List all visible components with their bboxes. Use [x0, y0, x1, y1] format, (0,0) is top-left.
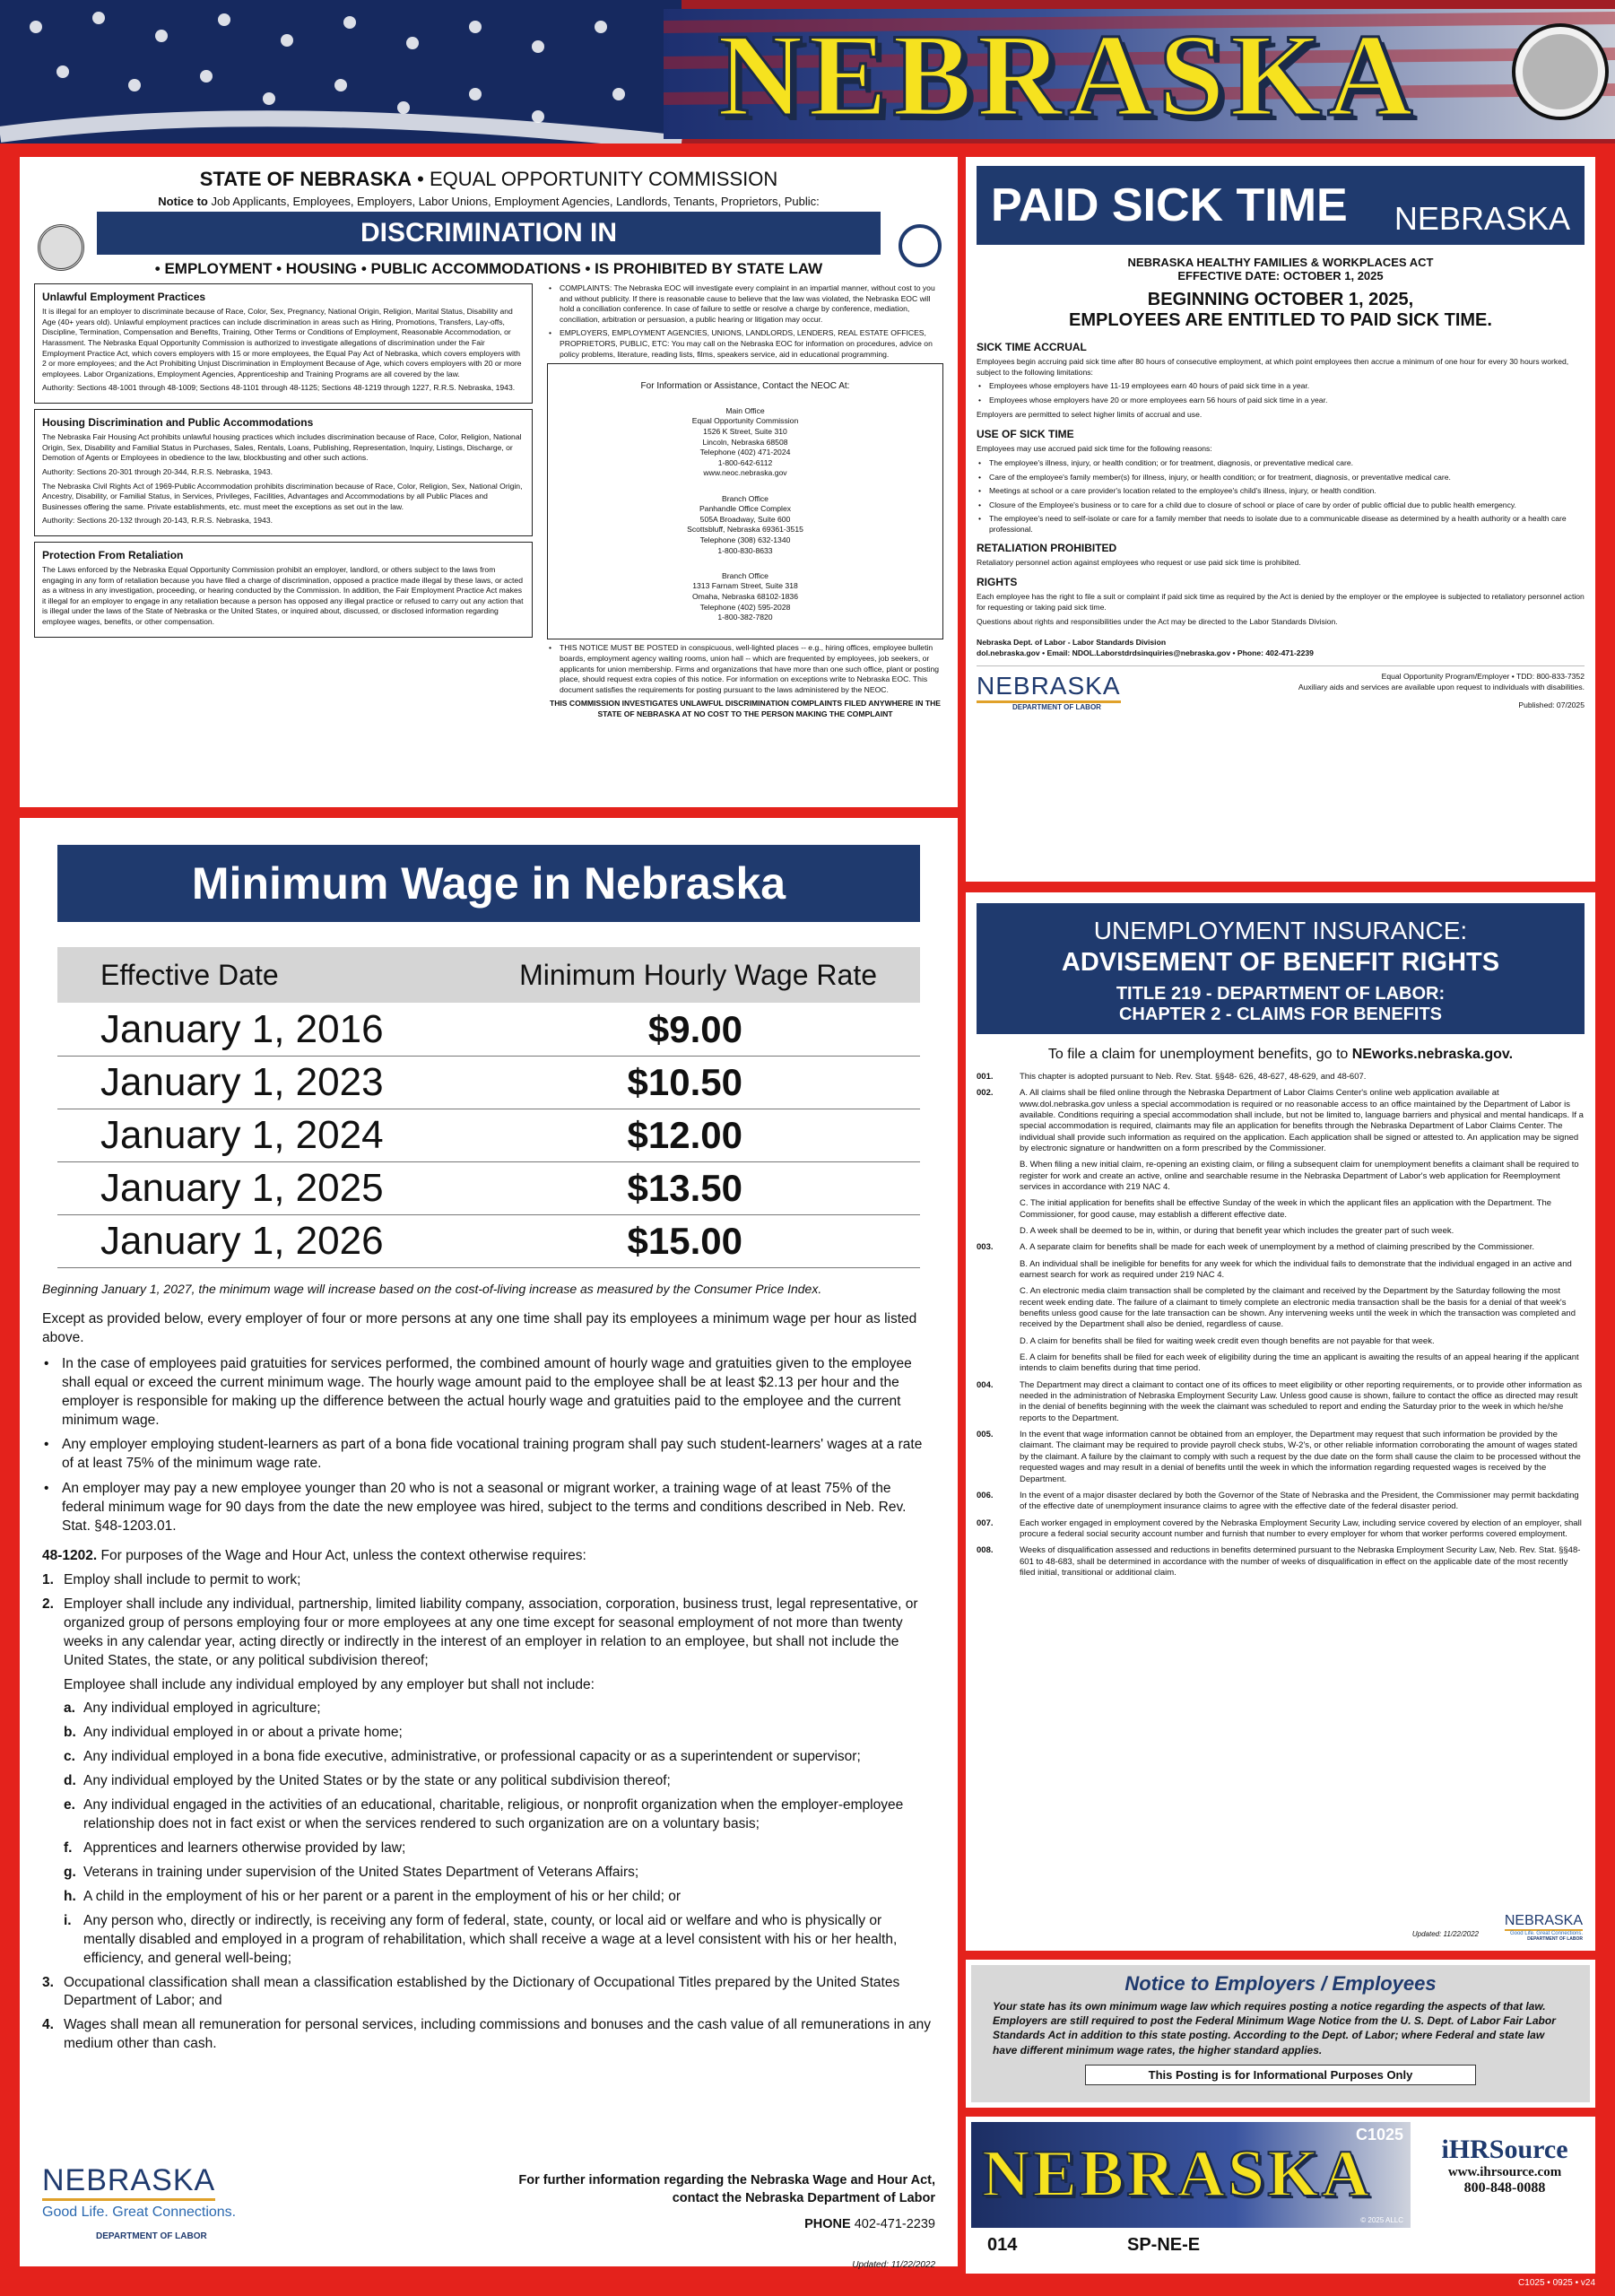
pst-accrual-list	[977, 381, 1585, 405]
mw-cpi-note: Beginning January 1, 2027, the minimum wage will increase based on the cost-of-living increase as measured by the Consumer Price Index.	[42, 1282, 822, 1296]
pst-title-bar	[977, 166, 1585, 245]
eoc-seal-icon	[899, 224, 942, 267]
item-number: 003.	[977, 1242, 994, 1253]
eoc-notice-line	[34, 195, 943, 208]
list-item	[64, 1839, 935, 1858]
item-text: Any person who, directly or indirectly, is receiving any form of federal, state, county, or local aid or welfare and who is physically or mentally disabled and employed in a program of rehabilitation, which shall receive a wage at a level consistent with his or her health, efficiency, and general well-being;	[83, 1912, 898, 1966]
list-item	[977, 1226, 1585, 1237]
pst-accrual-title: SICK TIME ACCRUAL	[977, 341, 1087, 353]
eoc-section-housing	[34, 409, 533, 536]
eoc-s1-auth: Authority: Sections 48-1001 through 48-1009; Sections 48-1101 through 48-1125; Sections 48-1219 through 1227, R.R.S. Nebraska, 1943.	[42, 383, 516, 393]
wage-col-date: Effective Date	[100, 958, 279, 991]
wage-date: January 1, 2023	[100, 1060, 384, 1104]
pst-rights-questions: Questions about rights and responsibilities under the Act may be directed to the Labor Standards Division.	[977, 616, 1338, 626]
item-text: Veterans in training under supervision of the United States Department of Veterans Affairs;	[83, 1864, 639, 1880]
ui-file-pre: To file a claim for unemployment benefits, go to	[1047, 1046, 1352, 1062]
unemployment-panel	[966, 892, 1595, 1951]
list-item	[977, 1088, 1585, 1154]
list-item	[64, 1724, 935, 1743]
item-text: A. All claims shall be filed online through the Nebraska Department of Labor Claims Center's online web application available at www.dol.nebraska.gov unless a special accommodation is required or no reasonable access to an office maintained by the Department of Labor is available. Conditions requiring a special accommodation shall include, but not be limited to, language barriers and physical and mental handicaps. If a special accommodation is required, claimants may file an application for benefits through the Nebraska Department of Labor Claims Center. The individual shall provide such information as required on the application. Each application shall be signed or attested to. An application may be signed by electronic signature or handwritten on a form prescribed by the Commissioner.	[1020, 1088, 1584, 1153]
wage-rate: $15.00	[627, 1220, 742, 1262]
list-item	[64, 1888, 935, 1907]
mw-def-1: 1. Employ shall include to permit to work;	[42, 1571, 935, 1590]
item-text: This chapter is adopted pursuant to Neb. Rev. Stat. §§48- 626, 48-627, 48-629, and 48-607.	[1020, 1071, 1367, 1082]
footer-copyright: © 2025 ALLC	[1360, 2216, 1403, 2224]
ui-title-4: CHAPTER 2 - CLAIMS FOR BENEFITS	[1118, 1004, 1442, 1024]
notice-info-box: This Posting is for Informational Purposes Only	[1085, 2065, 1477, 2085]
item-number: 005.	[977, 1430, 994, 1440]
ui-items	[977, 1072, 1585, 1578]
list-item	[64, 1796, 935, 1834]
mw-intro: Except as provided below, every employer of four or more persons at any one time shall pay its employees a minimum wage per hour as listed above.	[42, 1310, 917, 1345]
state-seal-icon	[38, 224, 84, 271]
item-number: 002.	[977, 1088, 994, 1099]
paid-sick-time-panel	[966, 157, 1595, 882]
mw-info-line2: contact the Nebraska Department of Labor	[672, 2190, 935, 2205]
ndol-logo-tagline: Good Life. Great Connections.	[42, 2205, 237, 2220]
ui-title-2: ADVISEMENT OF BENEFIT RIGHTS	[1061, 947, 1500, 977]
list-item: • Care of the employee's family member(s) for illness, injury, or health condition; or for treatment, diagnosis, or preventative medical care.	[977, 473, 1585, 483]
pst-use-list	[977, 458, 1585, 535]
item-letter: b.	[64, 1725, 76, 1741]
table-row	[57, 1214, 920, 1267]
footer-banner	[971, 2122, 1411, 2228]
item-number	[977, 1259, 1020, 1282]
pst-eo-block	[1298, 672, 1585, 711]
footer-code: C1025	[1355, 2126, 1403, 2144]
eoc-subbanner: • EMPLOYMENT • HOUSING • PUBLIC ACCOMMODATIONS • IS PROHIBITED BY STATE LAW	[154, 260, 823, 277]
mw-def-4: 4. Wages shall mean all remuneration for personal services, including commissions and bonuses and the cash value of all remunerations in any medium other than cash.	[42, 2016, 935, 2054]
eoc-agency-line	[34, 168, 943, 191]
wage-date: January 1, 2026	[100, 1219, 384, 1263]
list-item	[64, 1912, 935, 1969]
item-text: A child in the employment of his or her parent or a parent in the employment of his or her child; or	[83, 1888, 681, 1904]
pst-accrual-body: Employees begin accruing paid sick time after 80 hours of consecutive employment, at which point employees then accrue a minimum of one hour for every 30 hours worked, subject to the following limitations:	[977, 357, 1569, 377]
ui-title-1: UNEMPLOYMENT INSURANCE:	[1093, 917, 1468, 944]
ihrsource-logo	[1420, 2135, 1590, 2196]
item-number: 001.	[977, 1071, 994, 1082]
eoc-s2-body2: The Nebraska Civil Rights Act of 1969-Public Accommodation prohibits discrimination because of Race, Color, Religion, Sex, National Origin, Ancestry, Disability, or Familial Status, in Services, Privileges, Facilities, Advantages and Accommodations by all Public Places and Businesses offering the same. Private establishments, etc. must meet the exceptions as set out in the law.	[42, 481, 523, 511]
pst-act: NEBRASKA HEALTHY FAMILIES & WORKPLACES ACT	[1127, 256, 1434, 269]
eoc-employers-text: • EMPLOYERS, EMPLOYMENT AGENCIES, UNIONS, LANDLORDS, LENDERS, REAL ESTATE OFFICES, PROPRIETORS, PUBLIC, ETC: You may call on the Nebraska EOC for information on procedures, advice on policy problems, literature, reading lists, films, speakers service, aid in educational programming.	[547, 328, 943, 360]
ui-title-bar	[977, 903, 1585, 1034]
mw-title-bar: Minimum Wage in Nebraska	[57, 845, 920, 922]
item-number: 006.	[977, 1490, 994, 1500]
eoc-contact-head: For Information or Assistance, Contact the NEOC At:	[640, 380, 850, 391]
wage-rate: $9.00	[647, 1007, 742, 1050]
list-item	[977, 1072, 1585, 1083]
list-item	[977, 1286, 1585, 1330]
footer-sku: SP-NE-E	[1127, 2235, 1201, 2255]
list-item	[977, 1545, 1585, 1578]
eoc-banner: DISCRIMINATION IN	[97, 212, 881, 255]
pst-eo-line2: Auxiliary aids and services are available upon request to individuals with disabilities.	[1298, 683, 1585, 692]
minimum-wage-panel	[20, 818, 958, 2270]
def-text: Employ shall include to permit to work;	[64, 1571, 301, 1587]
pst-headline-2: EMPLOYEES ARE ENTITLED TO PAID SICK TIME.	[1069, 310, 1492, 330]
eoc-state: STATE OF NEBRASKA	[199, 168, 412, 190]
list-item	[977, 1336, 1585, 1347]
pst-footer	[977, 665, 1585, 711]
item-number	[977, 1198, 1020, 1221]
list-item: • Employees whose employers have 20 or more employees earn 56 hours of paid sick time in a year.	[977, 396, 1585, 406]
pst-retaliation-title: RETALIATION PROHIBITED	[977, 541, 1117, 554]
item-text: Weeks of disqualification assessed and reductions in benefits determined pursuant to the Nebraska Employment Security Law, Neb. Rev. Stat. §§48-601 to 48-683, shall be determined in accordance with the number of weeks of disqualification in effect on the applicable date of the most recently filed initial, transitional or additional claim.	[1020, 1545, 1581, 1578]
list-item	[977, 1491, 1585, 1513]
wage-col-rate: Minimum Hourly Wage Rate	[519, 958, 877, 991]
wage-date: January 1, 2024	[100, 1113, 384, 1157]
item-number	[977, 1160, 1020, 1193]
eoc-notice-text: Job Applicants, Employees, Employers, Labor Unions, Employment Agencies, Landlords, Tenants, Proprietors, Public:	[207, 195, 820, 208]
office-name: Branch Office	[722, 570, 768, 580]
ndol-logo-text: NEBRASKA	[42, 2163, 215, 2201]
eoc-office-main	[555, 406, 935, 479]
item-number: 007.	[977, 1518, 994, 1528]
office-address: Equal Opportunity Commission 1526 K Street, Suite 310 Lincoln, Nebraska 68508 Telephone (402) 471-2024 1-800-642-6112 www.neoc.nebraska.gov	[691, 416, 799, 478]
mw-info-line1: For further information regarding the Nebraska Wage and Hour Act,	[518, 2173, 935, 2187]
eoc-posting-text: • THIS NOTICE MUST BE POSTED in conspicuous, well-lighted places -- e.g., hiring offices, employee bulletin boards, employment agency waiting rooms, union hall -- which are frequented by employees, job seekers, or applicants for union membership. Firms and organizations that have more than one such office, plant or posting place, should request extra copies of this notice. For information on exceptions write to Nebraska EOC. This document satisfies the requirements for posting pursuant to the laws administered by the NEOC.	[547, 643, 943, 695]
list-item: • The employee's illness, injury, or health condition; or for treatment, diagnosis, or preventative medical care.	[977, 458, 1585, 469]
mw-updated: Updated: 11/22/2022	[852, 2259, 935, 2270]
neworks-link[interactable]: NEworks.nebraska.gov.	[1351, 1046, 1514, 1062]
ndol-logo-tagline: Good Life. Great Connections.	[1509, 1931, 1583, 1936]
list-item: • Closure of the Employee's business or to care for a child due to closure of school or place of care by order of public official due to public health emergency.	[977, 500, 1585, 511]
mw-section-text: For purposes of the Wage and Hour Act, unless the context otherwise requires:	[97, 1548, 586, 1564]
eoc-posting-list	[547, 643, 943, 695]
pst-published: Published: 07/2025	[1518, 700, 1585, 709]
eoc-s3-body: The Laws enforced by the Nebraska Equal Opportunity Commission prohibit an employer, landlord, or others subject to the laws from engaging in any form of retaliation because you have filed a charge of discrimination, opposed a practice made illegal by these laws, or acted as a witness in any investigation, proceeding, or hearing conducted by the Commission. In addition, the Fair Employment Practice Act makes it illegal for an employer to engage in any retaliation because a person has opposed any illegal practice or refused to carry out any action that is illegal under the laws of the State of Nebraska or the United States, or inquired about, discussed, or disclosed information regarding employee wages, benefits, or other compensation.	[42, 565, 524, 627]
pst-contact-division: Nebraska Dept. of Labor - Labor Standards Division	[977, 638, 1167, 648]
footer-number: 014	[987, 2235, 1018, 2255]
mw-section-number: 48-1202.	[42, 1548, 98, 1564]
pst-state: NEBRASKA	[1394, 200, 1570, 237]
list-item	[977, 1380, 1585, 1424]
item-text: In the event that wage information cannot be obtained from an employer, the Department may request that such information be provided by the claimant. The claimant may be required to provide payroll check stubs, W-2's, or other reliable information corroborating the amount of wages stated by the claimant. A failure by the claimant to comply with such a request by the due date on the form shall cause the claim to be processed without the requested wages and may result in a denial of benefits until the week in which the information regarding requested wages is received by the Department.	[1020, 1430, 1581, 1484]
item-letter: h.	[64, 1888, 76, 1904]
item-letter: g.	[64, 1864, 76, 1880]
list-item: • Any employer employing student-learners as part of a bona fide vocational training program shall pay such student-learners' wages at a rate of at least 75% of the minimum wage rate.	[42, 1436, 935, 1474]
pst-effective: EFFECTIVE DATE: OCTOBER 1, 2025	[1177, 269, 1384, 283]
wage-table	[57, 947, 920, 1268]
header-title: NEBRASKA	[717, 9, 1419, 141]
list-item: • Employees whose employers have 11-19 employees earn 40 hours of paid sick time in a year.	[977, 381, 1585, 392]
item-text: Each worker engaged in employment covered by the Nebraska Employment Security Law, including service covered by election of an employer, shall procure a federal social security account number and furnish that number to every employer for whom that worker performs covered employment.	[1020, 1518, 1582, 1539]
eoc-office-branch-2	[555, 571, 935, 623]
ndol-logo	[977, 672, 1121, 711]
ihrsource-phone: 800-848-0088	[1463, 2180, 1546, 2196]
item-text: Any individual employed by the United States or by the state or any political subdivision thereof;	[83, 1773, 671, 1789]
item-text: Any individual engaged in the activities of an educational, charitable, religious, or nonprofit organization when the employer-employee relationship does not in fact exist or when the services rendered to such organization are on a voluntary basis;	[83, 1797, 904, 1832]
list-item: • Meetings at school or a care provider's location related to the employee's child's illness, injury, or health condition.	[977, 486, 1585, 497]
eoc-notice-label: Notice to	[158, 195, 208, 208]
pst-rights-body: Each employee has the right to file a suit or complaint if paid sick time as required by the Act is denied by the employer or the employee is subjected to retaliatory personnel action for requesting or taking paid sick time.	[977, 592, 1585, 613]
item-number	[977, 1352, 1020, 1375]
pst-body	[977, 340, 1585, 658]
item-text: Any individual employed in a bona fide executive, administrative, or professional capacity or as a superintendent or supervisor;	[83, 1749, 861, 1765]
item-number: 008.	[977, 1545, 994, 1556]
ndol-logo-text: NEBRASKA	[977, 672, 1121, 703]
office-address: Panhandle Office Complex 505A Broadway, Suite 600 Scottsbluff, Nebraska 69361-3515 Telephone (308) 632-1340 1-800-830-8633	[687, 504, 803, 555]
item-text: A. A separate claim for benefits shall be made for each week of unemployment by a method of claiming prescribed by the Commissioner.	[1020, 1242, 1534, 1253]
mw-def-2: 2. Employer shall include any individual, partnership, limited liability company, association, corporation, business trust, legal representative, or organized group of persons employing four or more employees at any one time except for seasonal employment of not more than twenty weeks in any calendar year, acting directly or indirectly in the interest of an employer in relation to an employee, but shall not include the United States, the state, or any political subdivision thereof;	[42, 1596, 935, 1671]
eoc-section-employment	[34, 283, 533, 404]
item-letter: a.	[64, 1700, 75, 1717]
eoc-section-retaliation	[34, 542, 533, 638]
flag-header-banner	[0, 0, 1615, 144]
eoc-panel	[20, 157, 958, 807]
table-row	[57, 1161, 920, 1214]
list-item	[64, 1748, 935, 1767]
item-text: Any individual employed in or about a private home;	[83, 1725, 403, 1741]
eoc-s2-title: Housing Discrimination and Public Accommodations	[42, 415, 314, 429]
wage-table-header	[57, 947, 920, 1003]
pst-rights-title: RIGHTS	[977, 576, 1018, 589]
item-number	[977, 1336, 1020, 1347]
footer-version: C1025 • 0925 • v24	[1518, 2278, 1595, 2288]
pst-headline-1: BEGINNING OCTOBER 1, 2025,	[1147, 290, 1414, 309]
item-text: Any individual employed in agriculture;	[83, 1700, 321, 1717]
office-address: 1313 Farnam Street, Suite 318 Omaha, Nebraska 68102-1836 Telephone (402) 595-2028 1-800-382-7820	[691, 581, 798, 622]
phone-label: PHONE	[804, 2217, 851, 2232]
eoc-s1-title: Unlawful Employment Practices	[42, 291, 206, 303]
footer-title: NEBRASKA	[982, 2137, 1373, 2211]
notice-inner	[971, 1965, 1590, 2102]
item-number	[977, 1286, 1020, 1330]
ui-title-3: TITLE 219 - DEPARTMENT OF LABOR:	[1116, 983, 1446, 1004]
phone-number: 402-471-2239	[854, 2217, 935, 2232]
mw-bullets	[42, 1355, 935, 1536]
wage-rate: $13.50	[627, 1167, 742, 1209]
item-number	[977, 1226, 1020, 1237]
item-letter: f.	[64, 1840, 73, 1857]
item-text: D. A week shall be deemed to be in, within, or during that benefit year which includes the greater part of such week.	[1020, 1225, 1454, 1236]
ihrsource-url[interactable]: www.ihrsource.com	[1447, 2165, 1562, 2179]
item-text: B. An individual shall be ineligible for benefits for any week for which the individual fails to demonstrate that the individual engaged in an active and earnest search for work as required under 219 NAC 4.	[1020, 1258, 1572, 1280]
eoc-complaints-text: • COMPLAINTS: The Nebraska EOC will investigate every complaint in an impartial manner, without cost to you and without publicity. If there is reasonable cause to believe that the law was violated, the Nebraska EOC will hold a conciliation conference. In case of failure to settle or resolve a charge by conference, mediation, conciliation, arbitration or persuasion, a public hearing or litigation may occur.	[547, 283, 943, 325]
eoc-footer-text: THIS COMMISSION INVESTIGATES UNLAWFUL DISCRIMINATION COMPLAINTS FILED ANYWHERE IN THE STATE OF NEBRASKA AT NO COST TO THE PERSON MAKING THE COMPLAINT	[549, 699, 942, 718]
eoc-s2-body: The Nebraska Fair Housing Act prohibits unlawful housing practices which includes discrimination because of Race, Color, Religion, National Origin, Sex, Disability and Familial Status in Purchases, Sales, Rentals, Loans, Publishing, Representation, Inquiry, Listings, Discharge, or Demotion of Agents or Employees in obedience to the law, blockbusting and other such actions.	[42, 432, 522, 463]
wage-date: January 1, 2016	[100, 1006, 384, 1051]
item-text: B. When filing a new initial claim, re-opening an existing claim, or filing a subsequent claim for unemployment benefits a claimant shall be required to register for work and create an active, online and searchable resume in the Nebraska Department of Labor's web application for Reemployment services in accordance with 219 NAC 4.	[1020, 1160, 1579, 1192]
mw-phone	[518, 2216, 935, 2234]
eoc-office-branch-1	[555, 494, 935, 557]
wage-rate: $12.00	[627, 1114, 742, 1156]
ndol-logo-dept: DEPARTMENT OF LABOR	[96, 2231, 207, 2241]
office-name: Main Office	[725, 405, 765, 415]
list-item	[64, 1700, 935, 1718]
pst-retaliation-body: Retaliatory personnel action against employees who request or use paid sick time is prohibited.	[977, 557, 1301, 567]
ndol-logo-dept: DEPARTMENT OF LABOR	[1527, 1936, 1583, 1942]
list-item: • An employer may pay a new employee younger than 20 who is not a seasonal or migrant worker, a training wage of at least 75% of the federal minimum wage for 90 days from the date the new employee was hired, subject to the terms and conditions described in Neb. Rev. Stat. §48-1203.01.	[42, 1480, 935, 1536]
mw-contact-block	[518, 2172, 935, 2271]
mw-def-2b: Employee shall include any individual employed by any employer but shall not include:	[64, 1676, 595, 1692]
eoc-contact-box	[547, 363, 943, 639]
item-number: 004.	[977, 1379, 994, 1390]
item-letter: d.	[64, 1773, 76, 1789]
list-item	[977, 1259, 1585, 1282]
list-item: • In the case of employees paid gratuities for services performed, the combined amount of hourly wage and gratuities given to the employee shall equal or exceed the current minimum wage. The hourly wage amount paid to the employee shall be at least $2.13 per hour and the employer is responsible for making up the difference between the actual hourly wage and gratuities paid to the employee and the current minimum wage.	[42, 1355, 935, 1431]
table-row	[57, 1109, 920, 1161]
item-text: D. A claim for benefits shall be filed for waiting week credit even though benefits are not payable for that week.	[1020, 1335, 1435, 1346]
item-letter: c.	[64, 1749, 75, 1765]
def-text: Wages shall mean all remuneration for personal services, including commissions and bonuses and the cash value of all remunerations in any medium other than cash.	[64, 2017, 931, 2052]
wage-rate: $10.50	[627, 1061, 742, 1103]
wage-date: January 1, 2025	[100, 1166, 384, 1210]
item-letter: i.	[64, 1912, 72, 1928]
notice-title: Notice to Employers / Employees	[1124, 1972, 1437, 1995]
ui-updated: Updated: 11/22/2022	[1411, 1930, 1479, 1938]
mw-section-heading	[42, 1547, 935, 1566]
pst-contact-details: dol.nebraska.gov • Email: NDOL.Laborstdrdsinquiries@nebraska.gov • Phone: 402-471-2239	[977, 648, 1314, 657]
mw-exclusions	[42, 1700, 935, 1968]
list-item	[977, 1242, 1585, 1253]
list-item	[977, 1518, 1585, 1541]
mw-ndol-logo	[42, 2163, 236, 2241]
item-text: C. The initial application for benefits shall be effective Sunday of the week in which the applicant files an application with the Department. The Commissioner, for good cause, may establish a different effective date.	[1020, 1198, 1552, 1220]
item-text: E. A claim for benefits shall be filed for each week of eligibility during the time an applicant is awaiting the results of an appeal hearing if the applicant intends to claim benefits during that time period.	[1020, 1352, 1579, 1374]
list-item	[977, 1160, 1585, 1193]
ndol-logo-dept: DEPARTMENT OF LABOR	[1012, 703, 1101, 712]
eoc-complaints-list	[547, 283, 943, 360]
eoc-s2-auth2: Authority: Sections 20-132 through 20-143, R.R.S. Nebraska, 1943.	[42, 516, 274, 526]
eoc-s3-title: Protection From Retaliation	[42, 548, 184, 561]
footer-badge	[966, 2117, 1595, 2274]
item-letter: e.	[64, 1797, 75, 1813]
list-item	[977, 1352, 1585, 1375]
pst-accrual-note: Employers are permitted to select higher limits of accrual and use.	[977, 409, 1203, 419]
eoc-s2-auth1: Authority: Sections 20-301 through 20-344, R.R.S. Nebraska, 1943.	[42, 466, 274, 476]
def-text: Occupational classification shall mean a classification established by the Dictionary of Occupational Titles prepared by the United States Department of Labor; and	[64, 1974, 900, 2009]
eoc-s1-body: It is illegal for an employer to discriminate because of Race, Color, Sex, Pregnancy, National Origin, Religion, Marital Status, Disability and Age (40+ years old). Unlawful employment practices can include discrimination in areas such as Hiring, Promotions, Transfers, Lay-offs, Discipline, Termination, Compensation and Benefits, Training, Other Terms or Conditions of Employment, Reasonable Accommodation, or Harassment. The Nebraska Equal Opportunity Commission is authorized to investigate allegations of discrimination under the Fair Employment Practice Act, which covers employers with 15 or more employees, the Equal Pay Act of Nebraska, which covers employers with 2 or more employees; and the Act Prohibiting Unjust Discrimination in Employment Because of Age, which covers employers with 20 or more employees. Labor Organizations, Employment Agencies, Apprenticeship and Training Programs are all covered by the law.	[42, 307, 522, 378]
table-row	[57, 1003, 920, 1056]
pst-use-body: Employees may use accrued paid sick time for the following reasons:	[977, 444, 1212, 454]
ihrsource-brand: iHRSource	[1441, 2135, 1568, 2164]
ui-file-claim	[977, 1047, 1585, 1063]
mw-def-3: 3. Occupational classification shall mean a classification established by the Dictionary of Occupational Titles prepared by the United States Department of Labor; and	[42, 1974, 935, 2012]
def-text: Employer shall include any individual, partnership, limited liability company, association, corporation, business trust, legal representative, or organized group of persons employing four or more employees at any one time except for seasonal employment of not more than twenty weeks in any calendar year, acting directly or indirectly in the interest of an employer in relation to an employee, but shall not include the United States, the state, or any political subdivision thereof;	[64, 1596, 918, 1668]
item-text: The Department may direct a claimant to contact one of its offices to meet eligibility or other reporting requirements, or to provide other information as needed in the administration of Nebraska Employment Security Law. Unless good cause is shown, failure to contact the office as directed may result in the denial of benefits beginning with the week the claimant was scheduled to report and ending the Saturday prior to the week in which he/she reports to the Department.	[1020, 1379, 1583, 1423]
ndol-logo-text: NEBRASKA	[1505, 1913, 1583, 1931]
pst-eo-line1: Equal Opportunity Program/Employer • TDD: 800-833-7352	[1381, 672, 1585, 682]
eoc-commission: • EQUAL OPPORTUNITY COMMISSION	[412, 168, 778, 190]
pst-title: PAID SICK TIME	[991, 179, 1348, 231]
office-name: Branch Office	[722, 493, 768, 503]
list-item	[64, 1864, 935, 1883]
mw-body	[42, 1281, 935, 2054]
notice-body: Your state has its own minimum wage law which requires posting a notice regarding the aspects of that law. Employers are still required to post the Federal Minimum Wage Notice from the U. S. Dept. of Labor Fair Labor Standards Act in addition to this state posting. According to the Dept. of Labor; where Federal and state law have different minimum wage rates, the higher standard applies.	[993, 2000, 1556, 2057]
notice-panel	[966, 1960, 1595, 2108]
list-item: • The employee's need to self-isolate or care for a family member that needs to isolate due to a communicable disease as determined by a health authority or a health care professional.	[977, 514, 1585, 535]
item-text: C. An electronic media claim transaction shall be completed by the claimant and received by the Department by the Saturday following the most recent week ending date. The failure of a claimant to timely complete an electronic media transaction shall be the basis for a denial of that week's benefits unless good cause for the late transaction can be shown. Any intervening weeks until the week in which the transaction was completed and received by the Department shall also be denied, regardless of cause.	[1020, 1286, 1576, 1330]
pst-use-title: USE OF SICK TIME	[977, 428, 1074, 441]
ui-footer	[1505, 1913, 1583, 1942]
list-item	[977, 1198, 1585, 1221]
item-text: Apprentices and learners otherwise provided by law;	[83, 1840, 406, 1857]
item-text: In the event of a major disaster declared by both the Governor of the State of Nebraska and the President, the Commissioner may permit backdating of the effective date of unemployment insurance claims to agree with the effective date of the federal disaster period.	[1020, 1490, 1579, 1512]
list-item	[977, 1430, 1585, 1485]
list-item	[64, 1772, 935, 1791]
table-row	[57, 1056, 920, 1109]
